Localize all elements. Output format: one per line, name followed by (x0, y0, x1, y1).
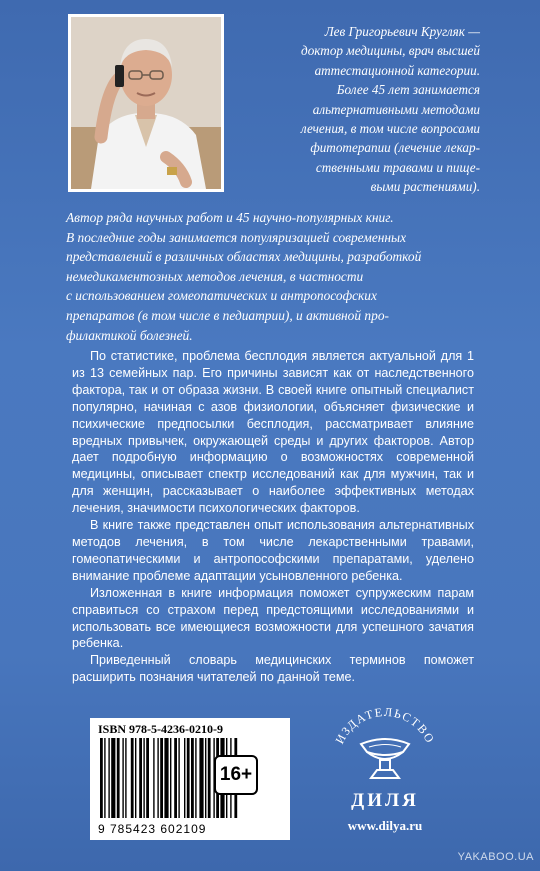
book-annotation (72, 348, 474, 686)
author-portrait-image (71, 17, 221, 189)
isbn-label: ISBN 978-5-4236-0210-9 (98, 722, 223, 736)
publisher-logo-icon (325, 700, 445, 795)
barcode-digits: 9 785423 602109 (98, 822, 207, 836)
barcode-block (90, 718, 290, 840)
annotation-paragraph: В книге также представлен опыт использования альтернативных методов лечения, в том числе лекарственными травами, гомеопатическими и антропософскими препаратами, уделено внимание проблеме адаптации усыновленного ребенка. (72, 518, 474, 583)
author-photo (68, 14, 224, 192)
annotation-paragraph: Изложенная в книге информация поможет супружеским парам справиться со страхом перед предстоящими исследованиями и использовать все имеющиеся возможности для успешного зачатия ребенка. (72, 585, 474, 651)
publisher-website: www.dilya.ru (347, 818, 423, 833)
annotation-paragraph: По статистике, проблема бесплодия является актуальной для 1 из 13 семейных пар. Его причины зависят как от наследственного фактора, так и от образа жизни. В своей книге опытный специалист популярно, начиная с азов физиологии, объясняет физические и психические предпосылки бесплодия, рассматривает влияние вредных привычек, окружающей среды и других факторов. Автор дает подробную информацию о возможностях современной медицины, описывает спектр исследований как для мужчин, так и для женщин, рассказывает о наиболее эффективных методах лечения, значимости психологических факторов. (72, 349, 474, 516)
age-rating-badge: 16+ (214, 755, 258, 795)
publisher-arc-text: ИЗДАТЕЛЬСТВО (332, 704, 438, 747)
author-bio: Лев Григорьевич Кругляк — доктор медицины, врач высшей аттестационной категории. Более 45 лет занимается альтернативными методами лечения, в том числе вопросами фитотерапии (лечение лекар- ственными травами и пище- выми растениями). (300, 24, 480, 195)
author-works: Автор ряда научных работ и 45 научно-популярных книг. В последние годы занимается популяризацией современных представлений в различных областях медицины, разработкой немедикаментозных методов лечения, в частности с использованием гомеопатических и антропософских препаратов (в том числе в педиатрии), и активной про- филактикой болезней. (66, 210, 422, 343)
watermark: YAKABOO.UA (457, 851, 534, 863)
publisher-name: ДИЛЯ (351, 790, 419, 811)
annotation-paragraph: Приведенный словарь медицинских терминов поможет расширить познания читателей по данной теме. (72, 653, 474, 685)
